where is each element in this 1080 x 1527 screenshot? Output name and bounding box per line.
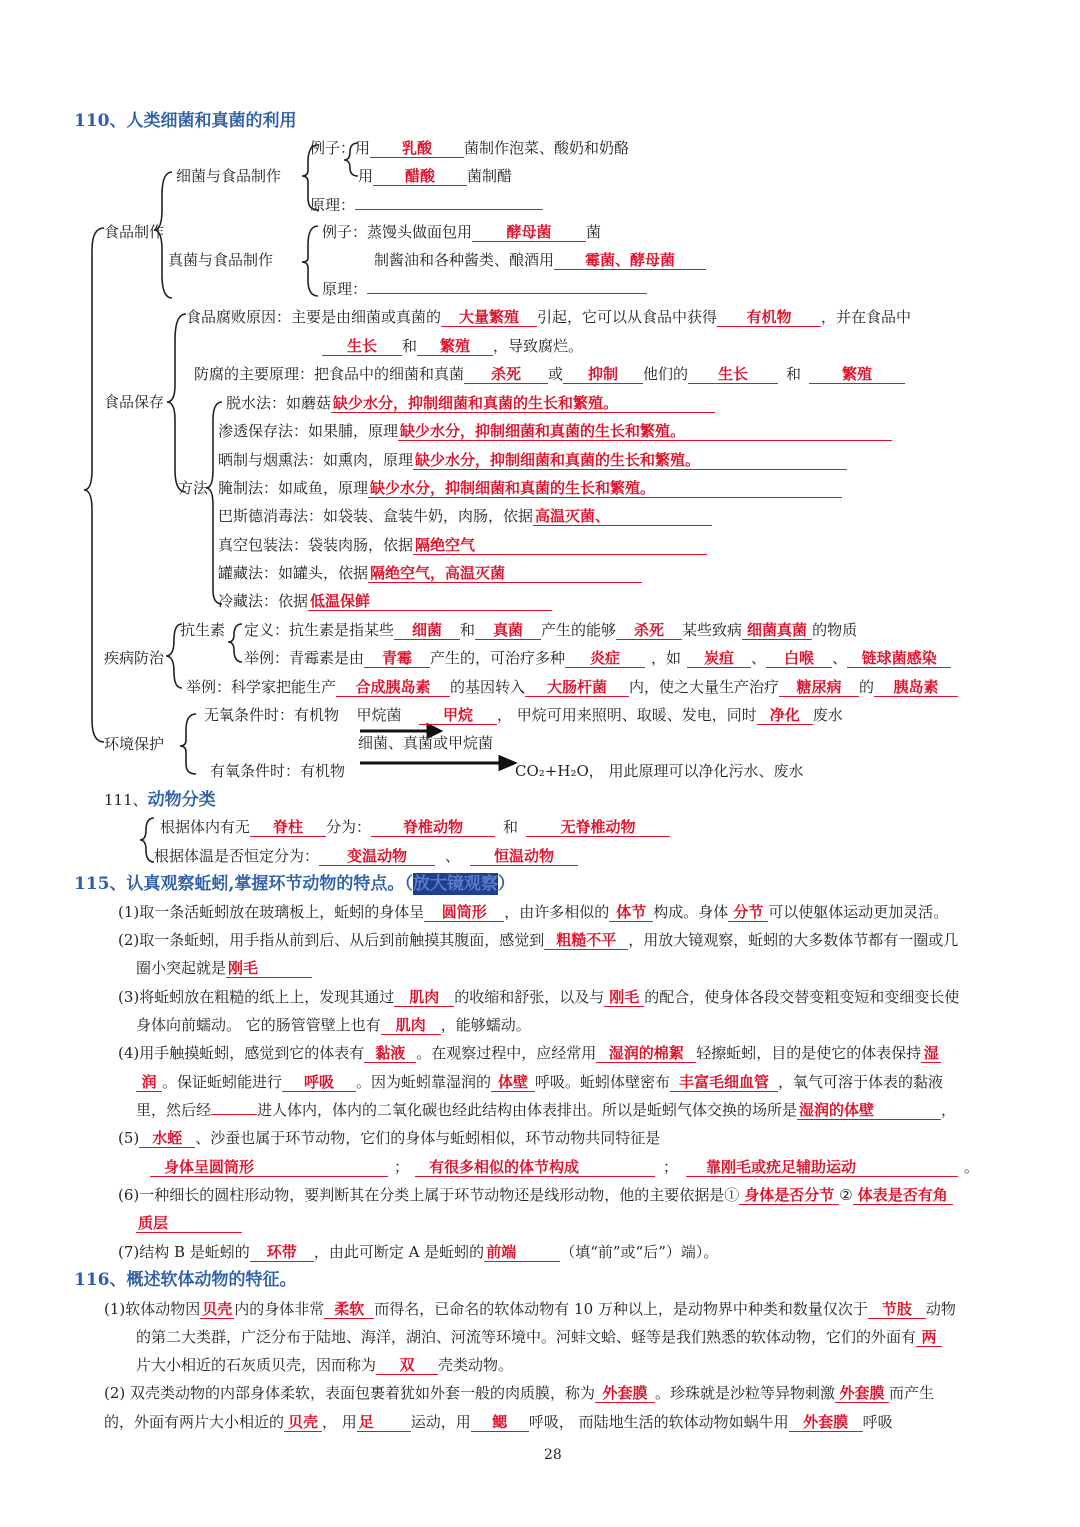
method-pickle: 腌制法：如咸鱼，原理 缺少水分，抑制细菌和真菌的生长和繁殖。: [218, 478, 842, 498]
classify-spine: 根据体内有无 脊柱 分为： 脊椎动物 和 无脊椎动物: [160, 817, 670, 837]
method-label: 方法: [178, 479, 209, 497]
food-making-label: 食品制作: [104, 223, 165, 241]
arrow-label: 细菌、真菌或甲烷菌: [358, 734, 494, 752]
fungi-food-label: 真菌与食品制作: [168, 251, 274, 269]
insulin-example: 举例：科学家把能生产 合成胰岛素 的基因转入 大肠杆菌 内，使之大量生产治疗 糖尿病 的 胰岛素: [186, 677, 958, 697]
method-dehydrate: 脱水法：如蘑菇 缺少水分，抑制细菌和真菌的生长和繁殖。: [226, 393, 715, 413]
food-keep-label: 食品保存: [104, 393, 165, 411]
bacteria-example-1: 例子：用 乳酸 菌制作泡菜、酸奶和奶酪: [310, 139, 630, 157]
earthworm-p6: (6)一种细长的圆柱形动物，要判断其在分类上属于环节动物还是线形动物，他的主要依据是① 身体是否分节 ② 体表是否有角: [118, 1185, 953, 1205]
classify-temperature: 根据体温是否恒定分为： 变温动物 、 恒温动物: [154, 846, 578, 866]
method-cold: 冷藏法：依据 低温保鲜: [218, 591, 552, 611]
bacteria-principle: 原理：: [310, 195, 543, 215]
page-number: 28: [544, 1447, 562, 1463]
answer-yeast: 酵母菌: [472, 223, 586, 242]
earthworm-p6b: 质层: [136, 1213, 242, 1233]
earthworm-p5: (5) 水蛭 、沙蚕也属于环节动物，它们的身体与蚯蚓相似，环节动物共同特征是: [118, 1129, 661, 1147]
earthworm-p7: (7)结构 B 是蚯蚓的 环带 ，由此可断定 A 是蚯蚓的 前端 （填“前”或“后”）端）。: [118, 1243, 719, 1261]
mollusc-q1c: 片大小相近的石灰质贝壳，因而称为 双 壳类动物。: [136, 1356, 514, 1374]
section-116-title: 116、概述软体动物的特征。: [74, 1270, 297, 1290]
section-111-title: 111、动物分类: [104, 790, 216, 810]
aerobic-line: 有氧条件时：有机物 CO₂+H₂O， 用此原理可以净化污水、废水: [210, 762, 804, 780]
mollusc-q1: (1)软体动物因 贝壳 内的身体非常 柔软 而得名，已命名的软体动物有 10 万种以上，是动物界中种类和数量仅次于 节肢 动物: [104, 1300, 956, 1318]
antibiotic-definition: 定义：抗生素是指某些 细菌 和 真菌 产生的能够 杀死 某些致病 细菌真菌 的物质: [244, 621, 858, 639]
earthworm-p2: (2)取一条蚯蚓，用手指从前到后、从后到前触摸其腹面，感觉到 粗糙不平 ，用放大镜观察，蚯蚓的大多数体节都有一圈或几: [118, 931, 959, 949]
method-pasteur: 巴斯德消毒法：如袋装、盒装牛奶，肉肠，依据 高温灭菌、: [218, 506, 712, 526]
method-vacuum: 真空包装法：袋装肉肠，依据 隔绝空气: [218, 535, 707, 555]
earthworm-p3b: 身体向前蠕动。 它的肠管管壁上也有 肌肉 ，能够蠕动。: [136, 1016, 531, 1034]
method-can: 罐藏法：如罐头，依据 隔绝空气，高温灭菌: [218, 563, 642, 583]
method-smoke: 晒制与烟熏法：如熏肉，原理 缺少水分，抑制细菌和真菌的生长和繁殖。: [218, 450, 847, 470]
answer-mold-yeast: 霉菌、酵母菌: [554, 251, 706, 270]
disease-label: 疾病防治: [104, 649, 165, 667]
mollusc-q1b: 的第二大类群，广泛分布于陆地、海洋，湖泊、河流等环境中。河蚌文蛤、蛏等是我们熟悉的软体动物，它们的外面有 两: [136, 1327, 942, 1347]
fungi-principle: 原理：: [322, 279, 647, 299]
bacteria-example-2: 用 醋酸 菌制醋: [358, 167, 513, 185]
mollusc-q2: (2) 双壳类动物的内部身体柔软，表面包裹着犹如外套一般的肉质膜，称为 外套膜 。珍珠就是沙粒等异物刺激 外套膜 而产生: [104, 1384, 935, 1402]
mollusc-q2b: 的，外面有两片大小相近的 贝壳 ， 用 足 运动，用 鳃 呼吸， 而陆地生活的软体动物如蜗牛用 外套膜 呼吸: [104, 1413, 893, 1431]
section-110-title: 110、人类细菌和真菌的利用: [74, 111, 297, 131]
antisepsis-principle: 防腐的主要原理：把食品中的细菌和真菌 杀死 或 抑制 他们的 生长 和 繁殖: [194, 364, 905, 384]
anaerobic-line: 无氧条件时：有机物 甲烷菌 甲烷 ， 甲烷可用来照明、取暖、发电，同时 净化 废水: [204, 706, 843, 724]
environment-label: 环境保护: [104, 735, 165, 753]
earthworm-p3: (3)将蚯蚓放在粗糙的纸上上，发现其通过 肌肉 的收缩和舒张，以及与 刚毛 的配合，使身体各段交替变粗变短和变细变长使: [118, 988, 960, 1006]
bacteria-food-label: 细菌与食品制作: [176, 167, 282, 185]
method-osmosis: 渗透保存法：如果脯，原理 缺少水分，抑制细菌和真菌的生长和繁殖。: [218, 421, 892, 441]
antibiotic-example: 举例：青霉素是由 青霉 产生的，可治疗多种 炎症 ，如 炭疽 、 白喉 、 链球菌感染: [244, 648, 951, 668]
annelid-features: 身体呈圆筒形 ； 有很多相似的体节构成 ； 靠刚毛或疣足辅助运动 。: [150, 1157, 979, 1177]
magnifier-highlight: 放大镜观察: [412, 874, 498, 894]
fungi-example-1: 例子：蒸馒头做面包用 酵母菌 菌: [322, 223, 602, 241]
answer-acetic: 醋酸: [373, 167, 467, 186]
answer-lactic: 乳酸: [370, 139, 464, 158]
spoil-reason-line-2: 生长 和 繁殖 ，导致腐烂。: [322, 336, 583, 356]
section-115-title: 115、认真观察蚯蚓,掌握环节动物的特点。（ 放大镜观察）: [74, 874, 515, 894]
fungi-example-2: 制酱油和各种酱类、酿酒用 霉菌、酵母菌: [374, 250, 706, 270]
spoil-reason-line-1: 食品腐败原因：主要是由细菌或真菌的 大量繁殖 引起，它可以从食品中获得 有机物 ，并在食品中: [186, 308, 912, 326]
earthworm-p1: (1)取一条活蚯蚓放在玻璃板上，蚯蚓的身体呈 圆筒形 ，由许多相似的 体节 构成。身体 分节 可以使躯体运动更加灵活。: [118, 903, 949, 921]
antibiotic-label: 抗生素: [180, 621, 226, 639]
earthworm-p2b: 圈小突起就是 刚毛: [136, 958, 312, 978]
earthworm-p4b: 润 。保证蚯蚓能进行 呼吸 。因为蚯蚓靠湿润的 体壁 呼吸。蚯蚓体壁密布 丰富毛细血管 ，氧气可溶于体表的黏液: [136, 1072, 943, 1092]
earthworm-p4c: 里，然后经 进人体内，体内的二氧化碳也经此结构由体表排出。所以是蚯蚓气体交换的场所是 湿润的体壁 ，: [136, 1101, 957, 1119]
earthworm-p4: (4)用手触摸蚯蚓，感觉到它的体表有 黏液 。在观察过程中，应经常用 湿润的棉絮 轻擦蚯蚓，目的是使它的体表保持 湿: [118, 1043, 941, 1063]
